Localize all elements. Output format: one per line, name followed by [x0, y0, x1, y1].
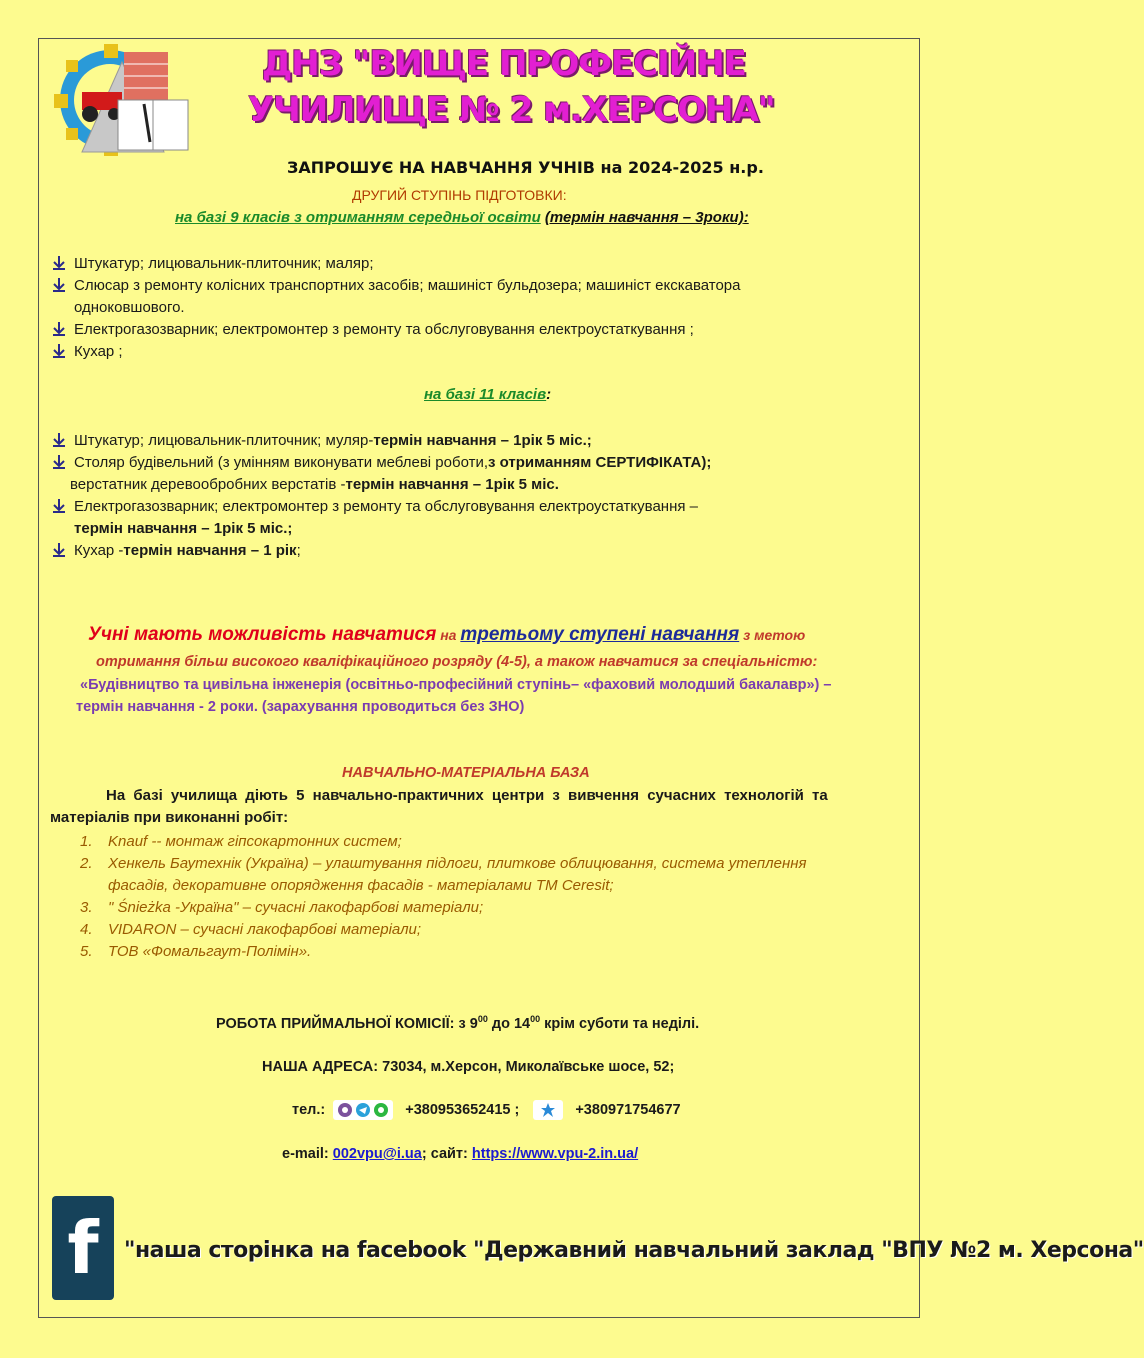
list-item-text: верстатник деревообробних верстатів -: [70, 476, 346, 493]
arrow-down-icon: [52, 433, 66, 447]
time-superscript: 00: [530, 1014, 541, 1024]
list-item: [52, 341, 740, 363]
list-item: [52, 496, 711, 518]
title-line-2: УЧИЛИЩЕ № 2 м.ХЕРСОНА": [248, 90, 775, 130]
base-heading: НАВЧАЛЬНО-МАТЕРІАЛЬНА БАЗА: [342, 765, 590, 781]
list-item-text: Штукатур; лицювальник-плиточник; муляр-: [74, 432, 374, 449]
list-item-text: Столяр будівельний (з умінням виконувати меблеві роботи,: [74, 454, 488, 471]
list-item-text: Knauf -- монтаж гіпсокартонних систем;: [108, 833, 402, 850]
title-line-1: ДНЗ "ВИЩЕ ПРОФЕСІЙНЕ: [262, 44, 746, 84]
commission-text: крім суботи та неділі.: [540, 1015, 700, 1032]
list-item-text: Штукатур; лицювальник-плиточник; маляр;: [74, 255, 374, 272]
list-item-text: ТОВ «Фомальгаут-Полімін».: [108, 943, 312, 960]
base9-term: (термін навчання – 3роки): [544, 209, 744, 226]
arrow-down-icon: [52, 455, 66, 469]
list-item-term: термін навчання – 1рік 5 міс.;: [373, 432, 592, 449]
site-link[interactable]: https://www.vpu-2.in.ua/: [471, 1146, 639, 1162]
base-list-item: [80, 875, 807, 897]
email-link[interactable]: 002vpu@i.ua: [332, 1146, 422, 1162]
base9-text: на базі 9 класів з отриманням середньої освіти: [175, 209, 541, 226]
viber-icon[interactable]: [337, 1102, 353, 1118]
list-item: [52, 540, 711, 562]
list-item: [52, 452, 711, 474]
third-stage-line-4: термін навчання - 2 роки. (зарахування проводиться без ЗНО): [76, 699, 525, 715]
list-item-text: Хенкель Баутехнік (Україна) – улаштування підлоги, плиткове облицювання, система утеплення: [108, 855, 807, 872]
time-superscript: 00: [477, 1014, 488, 1024]
school-logo: [52, 42, 192, 162]
list-item-text: Кухар ;: [74, 343, 123, 360]
commission-text: до 14: [487, 1015, 531, 1032]
list-base9: [52, 253, 740, 363]
list-item-term: з отриманням СЕРТИФІКАТА);: [488, 454, 712, 471]
third-stage-text: Учні мають можливість навчатися: [88, 624, 437, 645]
base-list-item: [80, 919, 807, 941]
commission-hours: [216, 1014, 699, 1032]
phone-number-1[interactable]: +380953652415 ;: [405, 1102, 520, 1118]
phone-label: тел.:: [292, 1102, 326, 1118]
base-list-item: [80, 853, 807, 875]
third-stage-highlight: третьому ступені навчання: [460, 624, 740, 645]
email-site-line: [282, 1146, 638, 1162]
list-item-text: Електрогазозварник; електромонтер з ремонту та обслуговування електроустаткування –: [74, 498, 698, 515]
base-list-item: [80, 941, 807, 963]
list-number: 5.: [80, 943, 93, 960]
arrow-down-icon: [52, 256, 66, 270]
facebook-letter: f: [67, 1206, 99, 1290]
base11-heading: [424, 386, 551, 403]
list-item-text: Кухар -: [74, 542, 124, 559]
list-item: [52, 430, 711, 452]
base9-colon: :: [743, 209, 749, 226]
arrow-down-icon: [52, 278, 66, 292]
third-stage-line-2: отримання більш високого кваліфікаційного розряду (4-5), а також навчатися за спеціальністю:: [96, 654, 818, 670]
base9-line: [175, 209, 749, 226]
list-item-text: " Śnieżka -Україна" – сучасні лакофарбові матеріали;: [108, 899, 484, 916]
list-item-term: термін навчання – 1рік 5 міс.: [345, 476, 559, 493]
arrow-down-icon: [52, 499, 66, 513]
kyivstar-icon: [539, 1102, 557, 1118]
list-number: 3.: [80, 899, 93, 916]
list-number: 4.: [80, 921, 93, 938]
facebook-icon[interactable]: [52, 1196, 114, 1300]
list-item-continuation: [52, 518, 711, 540]
commission-text: РОБОТА ПРИЙМАЛЬНОЇ КОМІСІЇ: з 9: [216, 1015, 478, 1032]
list-item: [52, 275, 740, 297]
base11-text: на базі 11 класів: [424, 386, 547, 403]
kyivstar-icon-box: [533, 1100, 563, 1120]
phone-number-2[interactable]: +380971754677: [575, 1102, 681, 1118]
list-item: [52, 253, 740, 275]
list-item-text: Електрогазозварник; електромонтер з ремонту та обслуговування електроустаткування ;: [74, 321, 694, 338]
site-label: ; сайт:: [421, 1146, 472, 1162]
arrow-down-icon: [52, 322, 66, 336]
third-stage-line-1: [88, 624, 805, 646]
facebook-caption[interactable]: "наша сторінка на facebook "Державний навчальний заклад "ВПУ №2 м. Херсона": [124, 1238, 1144, 1263]
list-number: 1.: [80, 833, 93, 850]
stage-heading: ДРУГИЙ СТУПІНЬ ПІДГОТОВКИ:: [352, 187, 567, 203]
list-item-term: термін навчання – 1рік 5 міс.;: [74, 520, 293, 537]
invite-heading: ЗАПРОШУЄ НА НАВЧАННЯ УЧНІВ на 2024-2025 н.р.: [287, 158, 764, 177]
address: НАША АДРЕСА: 73034, м.Херсон, Миколаївське шосе, 52;: [262, 1059, 675, 1075]
whatsapp-icon[interactable]: [373, 1102, 389, 1118]
email-label: e-mail:: [282, 1146, 333, 1162]
arrow-down-icon: [52, 543, 66, 557]
list-item-term: термін навчання – 1 рік: [123, 542, 297, 559]
list-base11: [52, 430, 711, 562]
list-item-end: ;: [296, 542, 301, 559]
base-list-item: [80, 897, 807, 919]
list-item-continuation: [52, 474, 711, 496]
messenger-icons: [333, 1100, 393, 1120]
list-item-text: VIDARON – сучасні лакофарбові матеріали;: [108, 921, 422, 938]
third-stage-purpose: з метою: [739, 627, 806, 643]
base-paragraph-1: На базі училища діють 5 навчально-практичних центри з вивчення сучасних технологій та: [106, 787, 828, 804]
list-item-text: Слюсар з ремонту колісних транспортних засобів; машиніст бульдозера; машиніст екскаватора: [74, 277, 741, 294]
telegram-icon[interactable]: [355, 1102, 371, 1118]
base-list: [80, 831, 807, 963]
base11-colon: :: [546, 386, 552, 403]
list-item: [52, 319, 740, 341]
list-number: 2.: [80, 855, 93, 872]
base-paragraph-2: матеріалів при виконанні робіт:: [50, 809, 289, 826]
phone-line: [292, 1100, 681, 1120]
list-item-text: фасадів, декоративне опорядження фасадів - матеріалами ТМ Ceresit;: [108, 877, 614, 894]
list-item-continuation: [52, 297, 740, 319]
third-stage-line-3: «Будівництво та цивільна інженерія (освітньо-професійний ступінь– «фаховий молодший бакалавр») –: [80, 677, 832, 693]
arrow-down-icon: [52, 344, 66, 358]
third-stage-on: на: [436, 627, 461, 643]
base-list-item: [80, 831, 807, 853]
list-item-text: одноковшового.: [74, 299, 185, 316]
